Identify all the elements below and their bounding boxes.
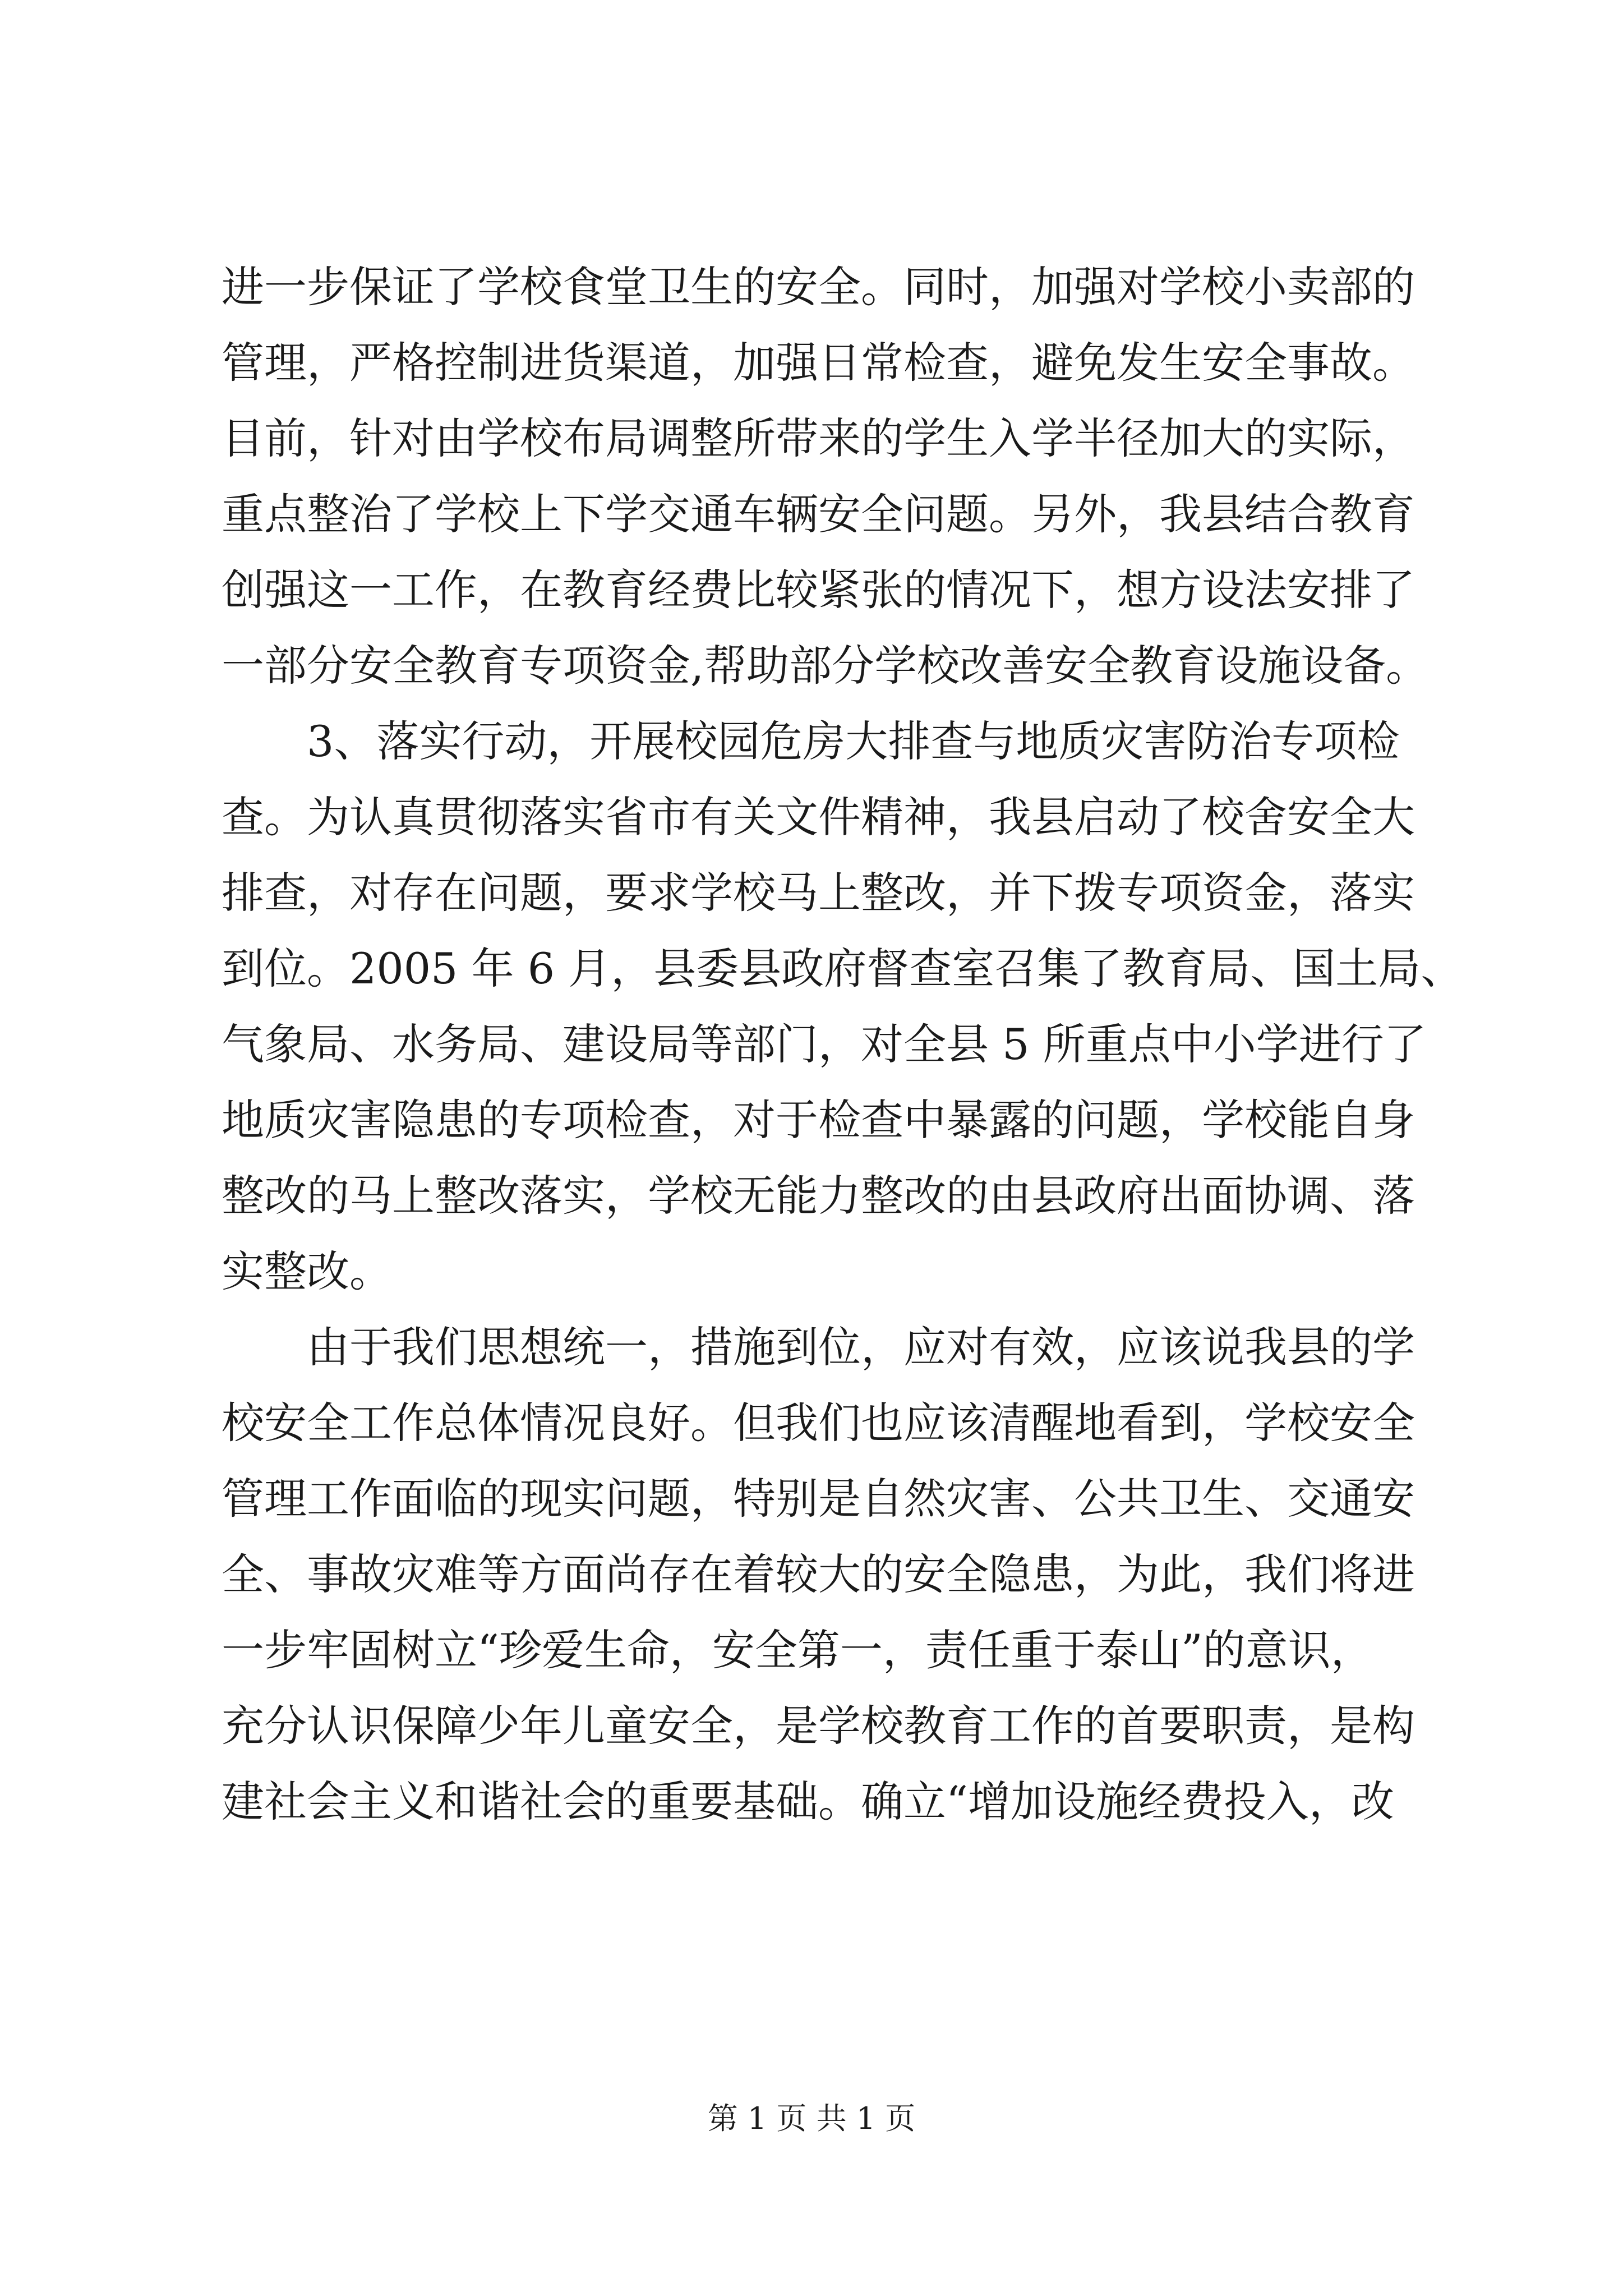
text-line: 气象局、水务局、建设局等部门，对全县 5 所重点中小学进行了 — [222, 1019, 1427, 1069]
text-line: 整改的马上整改落实，学校无能力整改的由县政府出面协调、落 — [222, 1171, 1415, 1221]
text-line: 创强这一工作，在教育经费比较紧张的情况下，想方设法安排了 — [222, 565, 1415, 615]
paragraph-start-line: 3、落实行动，开展校园危房大排查与地质灾害防治专项检 — [307, 716, 1400, 766]
text-line: 一步牢固树立“珍爱生命，安全第一，责任重于泰山”的意识， — [222, 1625, 1373, 1675]
text-line: 充分认识保障少年儿童安全，是学校教育工作的首要职责，是构 — [222, 1701, 1415, 1751]
text-line: 管理工作面临的现实问题，特别是自然灾害、公共卫生、交通安 — [222, 1474, 1415, 1524]
text-line: 管理，严格控制进货渠道，加强日常检查，避免发生安全事故。 — [222, 338, 1415, 388]
page-footer — [0, 2099, 1623, 2138]
text-line: 校安全工作总体情况良好。但我们也应该清醒地看到，学校安全 — [222, 1398, 1415, 1448]
text-line: 进一步保证了学校食堂卫生的安全。同时，加强对学校小卖部的 — [222, 262, 1415, 312]
text-line: 一部分安全教育专项资金,帮助部分学校改善安全教育设施设备。 — [222, 641, 1429, 691]
text-line: 查。为认真贯彻落实省市有关文件精神，我县启动了校舍安全大 — [222, 792, 1415, 842]
text-line: 地质灾害隐患的专项检查，对于检查中暴露的问题，学校能自身 — [222, 1095, 1415, 1145]
text-line: 到位。2005 年 6 月，县委县政府督查室召集了教育局、国土局、 — [222, 944, 1464, 993]
page-number-label: 第 1 页 共 1 页 — [707, 2101, 916, 2136]
text-line: 重点整治了学校上下学交通车辆安全问题。另外，我县结合教育 — [222, 489, 1415, 539]
text-line: 建社会主义和谐社会的重要基础。确立“增加设施经费投入，改 — [222, 1777, 1394, 1826]
text-line: 实整改。 — [222, 1246, 392, 1296]
document-body — [222, 249, 1464, 1839]
text-line: 排查，对存在问题，要求学校马上整改，并下拨专项资金，落实 — [222, 868, 1415, 918]
text-line: 目前，针对由学校布局调整所带来的学生入学半径加大的实际， — [222, 413, 1415, 463]
text-line: 全、事故灾难等方面尚存在着较大的安全隐患，为此，我们将进 — [222, 1549, 1415, 1599]
paragraph-start-line: 由于我们思想统一，措施到位，应对有效，应该说我县的学 — [307, 1322, 1415, 1372]
